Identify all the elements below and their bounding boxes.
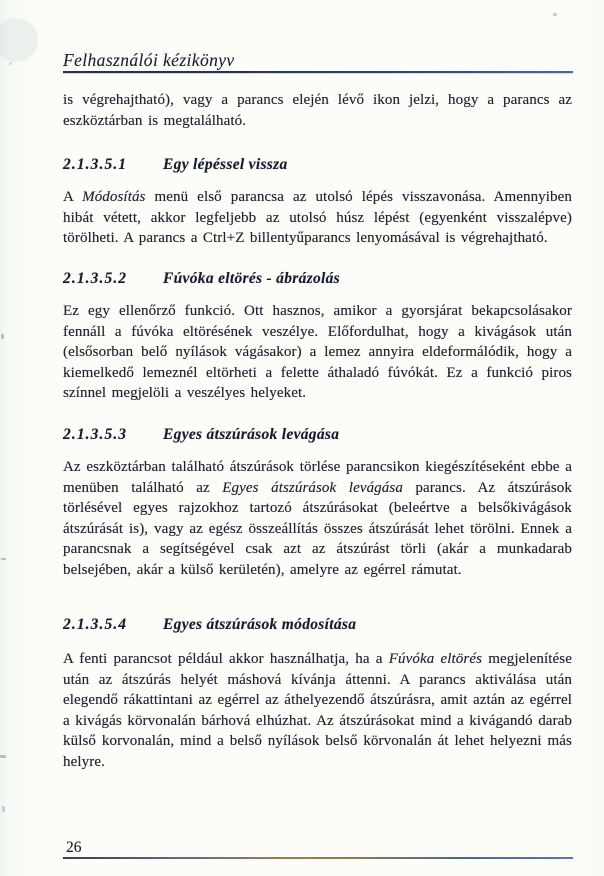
section-paragraph-1 — [63, 187, 572, 249]
intro-paragraph — [63, 90, 572, 131]
emphasized-command-name: Fúvóka eltörés — [388, 651, 483, 667]
scan-artifact — [9, 62, 12, 65]
section-paragraph-4 — [63, 649, 572, 773]
paragraph-text: menü első parancsa az utolsó lépés visszavonása. Amennyiben hibát vétett, akkor legfeljebb az utolsó húsz lépést (egyenként visszalépve) törölheti. A parancs a Ctrl+Z billentyűparancs lenyomásával is végrehajtható. — [63, 189, 572, 247]
paragraph-text: A — [63, 189, 83, 205]
emphasized-command-name: Egyes átszúrások levágása — [222, 479, 403, 496]
section-number: 2.1.3.5.2 — [63, 270, 128, 287]
paragraph-text: Ez egy ellenőrző funkció. Ott hasznos, amikor a gyorsjárat bekapcsolásakor fennáll a fúvóka eltörésének veszélye. Előfordulhat, hogy a kivágások után (elsősorban belő nyílások vágásakor) a lemez annyira eldeformálódik, hogy a kiemelkedő lemeznél eltörheti a felette áthaladó fúvókát. Ez a funkció piros színnel megjelöli a veszélyes helyeket. — [63, 303, 572, 402]
page-number: 26 — [66, 839, 82, 856]
scan-artifact — [2, 806, 5, 812]
scan-artifact — [0, 755, 6, 758]
paragraph-text: is végrehajtható), vagy a parancs elején lévő ikon jelzi, hogy a parancs az eszköztárban is megtalálható. — [63, 92, 572, 129]
section-heading-1 — [63, 156, 572, 174]
page-header — [63, 50, 572, 71]
section-heading-3 — [63, 426, 572, 444]
header-rule — [63, 71, 573, 73]
paragraph-text: parancs. Az átszúrások törlésével egyes rajzokhoz tartozó átszúrásokat (beleértve a belsőkivágások átszúrását is), vagy az egész összeállítás összes átszúrását lehet törölni. Ennek a parancsnak a segítségével csak azt az átszúrást törli (akár a munkadarab belsejében, akár a külső kerületén), amelyre az egérrel rámutat. — [63, 479, 572, 578]
section-number: 2.1.3.5.3 — [63, 426, 128, 443]
section-title: Fúvóka eltörés - ábrázolás — [163, 270, 341, 287]
paragraph-text: megjelenítése után az átszúrás helyét máshová kívánja áttenni. A parancs aktiválása után elegendő rákattintani az egérrel az áthelyezendő átszúrásra, amit aztán az egérrel a kivágás körvonalán bárhová elhúzhat. Az átszúrásokat mind a kivágandó darab külső korvonalán, mind a belső nyílások belső körvonalán át lehet helyezni más helyre. — [63, 651, 572, 770]
section-number: 2.1.3.5.4 — [63, 616, 128, 633]
section-number: 2.1.3.5.1 — [63, 156, 128, 173]
paragraph-text: A fenti parancsot például akkor használhatja, ha a — [63, 651, 389, 667]
section-title: Egy lépéssel vissza — [163, 156, 288, 173]
scan-artifact — [1, 334, 4, 339]
section-paragraph-3 — [63, 457, 572, 581]
paragraph-text: Az eszköztárban található átszúrások törlése parancsikon kiegészítéseként ebbe a menüben található az — [63, 459, 572, 496]
footer-rule — [63, 857, 573, 859]
section-title: Egyes átszúrások módosítása — [163, 616, 357, 633]
running-header-title: Felhasználói kézikönyv — [63, 50, 235, 70]
scan-artifact — [1, 558, 6, 560]
scan-artifact — [553, 13, 557, 16]
section-paragraph-2 — [63, 301, 572, 404]
section-heading-2 — [63, 270, 572, 288]
emphasized-term: Módosítás — [82, 189, 146, 205]
section-title: Egyes átszúrások levágása — [163, 426, 340, 443]
section-heading-4 — [63, 616, 572, 634]
